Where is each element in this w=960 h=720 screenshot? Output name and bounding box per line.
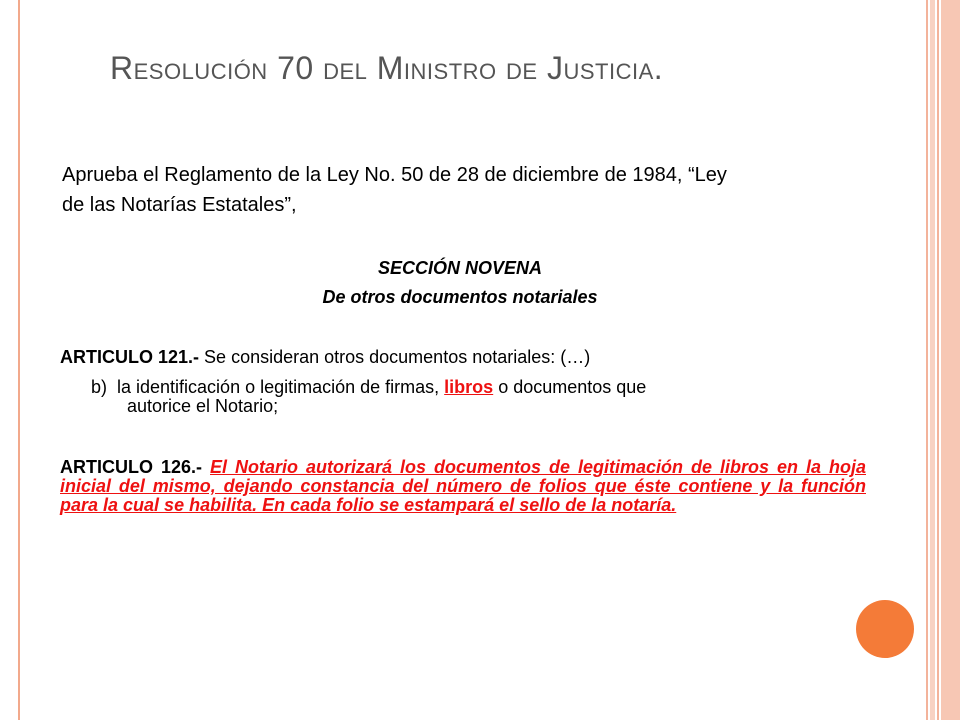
- article-126: [60, 458, 866, 515]
- intro-line-2: de las Notarías Estatales”,: [62, 194, 297, 216]
- orange-circle-decoration: [856, 600, 914, 658]
- section-subheading: De otros documentos notariales: [322, 287, 598, 307]
- article-121-text: Se consideran otros documentos notariales: (…): [204, 347, 591, 367]
- stripe: [930, 0, 935, 720]
- intro-line-1: Aprueba el Reglamento de la Ley No. 50 de 28 de diciembre de 1984, “Ley: [62, 164, 727, 186]
- intro-paragraph: [62, 160, 872, 220]
- article-121: [60, 346, 880, 368]
- stripe: [926, 0, 928, 720]
- slide-title: Resolución 70 del Ministro de Justicia.: [110, 50, 664, 86]
- article-126-label: ARTICULO 126.-: [60, 457, 203, 477]
- item-b-suffix: o documentos que: [493, 377, 647, 397]
- item-b-prefix: b) la identificación o legitimación de firmas,: [91, 377, 445, 397]
- stripe: [937, 0, 939, 720]
- stripe: [941, 0, 960, 720]
- section-heading: SECCIÓN NOVENA: [377, 258, 543, 278]
- right-decorative-stripes: [926, 0, 960, 720]
- left-accent-line: [18, 0, 20, 720]
- item-b-highlight: libros: [444, 377, 494, 397]
- article-126-text: El Notario autorizará los documentos de legitimación de libros en la hoja inicial del mismo, dejando constancia del número de folios que éste contiene y la función para la cual se habilita. En cada folio se estampará el sello de la notaría.: [60, 457, 866, 515]
- item-b-continuation: autorice el Notario;: [127, 396, 279, 416]
- article-121-label: ARTICULO 121.-: [60, 347, 200, 367]
- article-121-item-b: [91, 378, 871, 416]
